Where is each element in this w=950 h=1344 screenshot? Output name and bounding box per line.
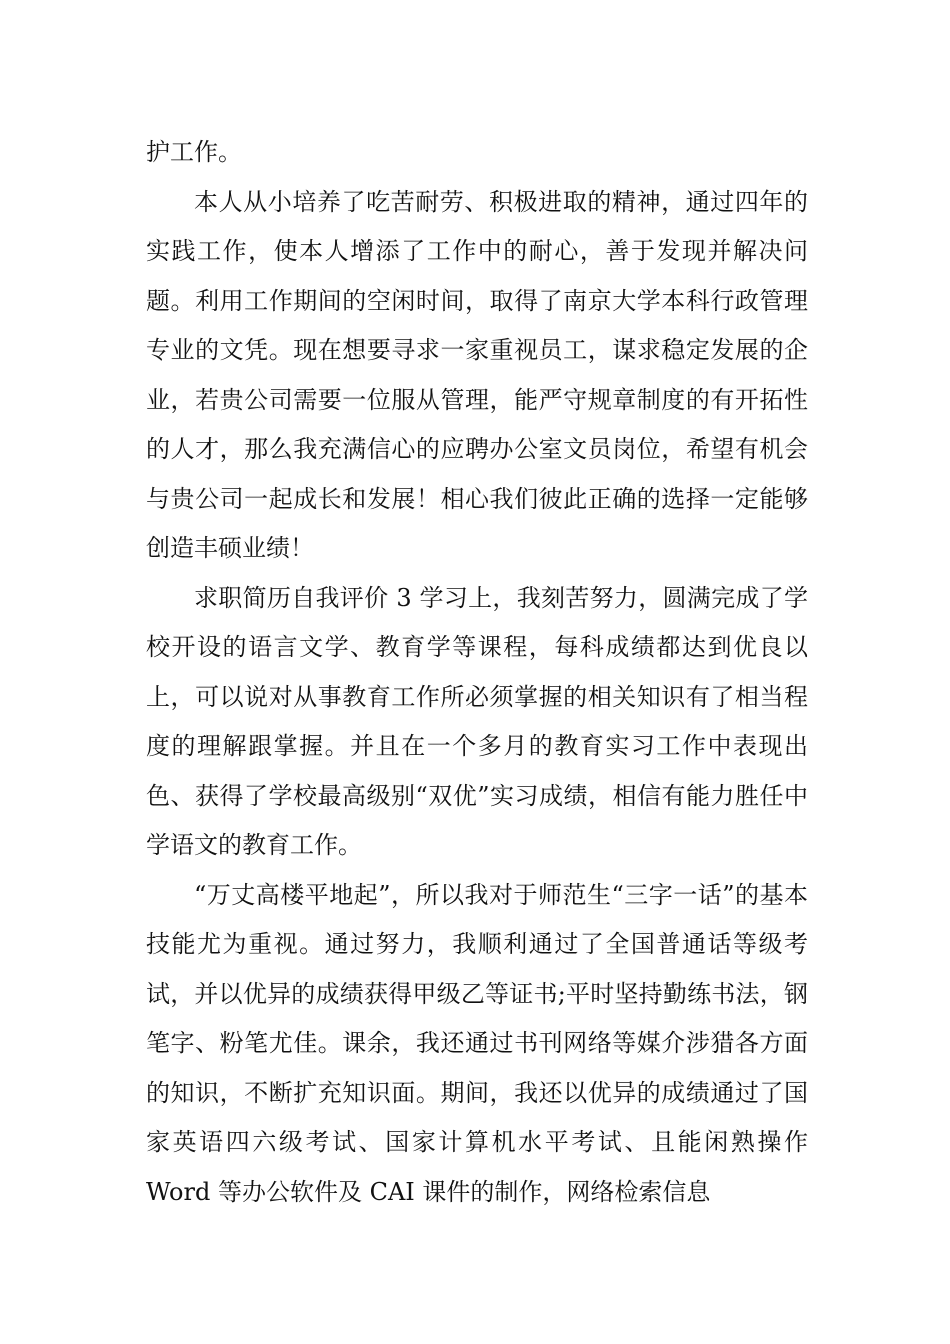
paragraph-continuation: 护工作。 xyxy=(146,138,242,166)
paragraph-self-evaluation-study: 求职简历自我评价 3 学习上，我刻苦努力，圆满完成了学校开设的语言文学、教育学等课程，每科成绩都达到优良以上，可以说对从事教育工作所必须掌握的相关知识有了相当程度的理解跟掌握。并且在一个多月的教育实习工作中表现出色、获得了学校最高级别“双优”实习成绩，相信有能力胜任中学语文的教育工作。 xyxy=(146,583,808,859)
paragraph-basic-skills: “万丈高楼平地起”，所以我对于师范生“三字一话”的基本技能尤为重视。通过努力，我顺利通过了全国普通话等级考试，并以优异的成绩获得甲级乙等证书;平时坚持勤练书法，钢笔字、粉笔尤佳。课余，我还通过书刊网络等媒介涉猎各方面的知识，不断扩充知识面。期间，我还以优异的成绩通过了国家英语四六级考试、国家计算机水平考试、且能闲熟操作 Word 等办公软件及 CAI 课件的制作，网络检索信息 xyxy=(146,880,808,1206)
document-body xyxy=(146,128,808,1217)
paragraph-self-introduction: 本人从小培养了吃苦耐劳、积极进取的精神，通过四年的实践工作，使本人增添了工作中的耐心，善于发现并解决问题。利用工作期间的空闲时间，取得了南京大学本科行政管理专业的文凭。现在想要寻求一家重视员工，谋求稳定发展的企业，若贵公司需要一位服从管理，能严守规章制度的有开拓性的人才，那么我充满信心的应聘办公室文员岗位，希望有机会与贵公司一起成长和发展！相心我们彼此正确的选择一定能够创造丰硕业绩！ xyxy=(146,187,808,562)
